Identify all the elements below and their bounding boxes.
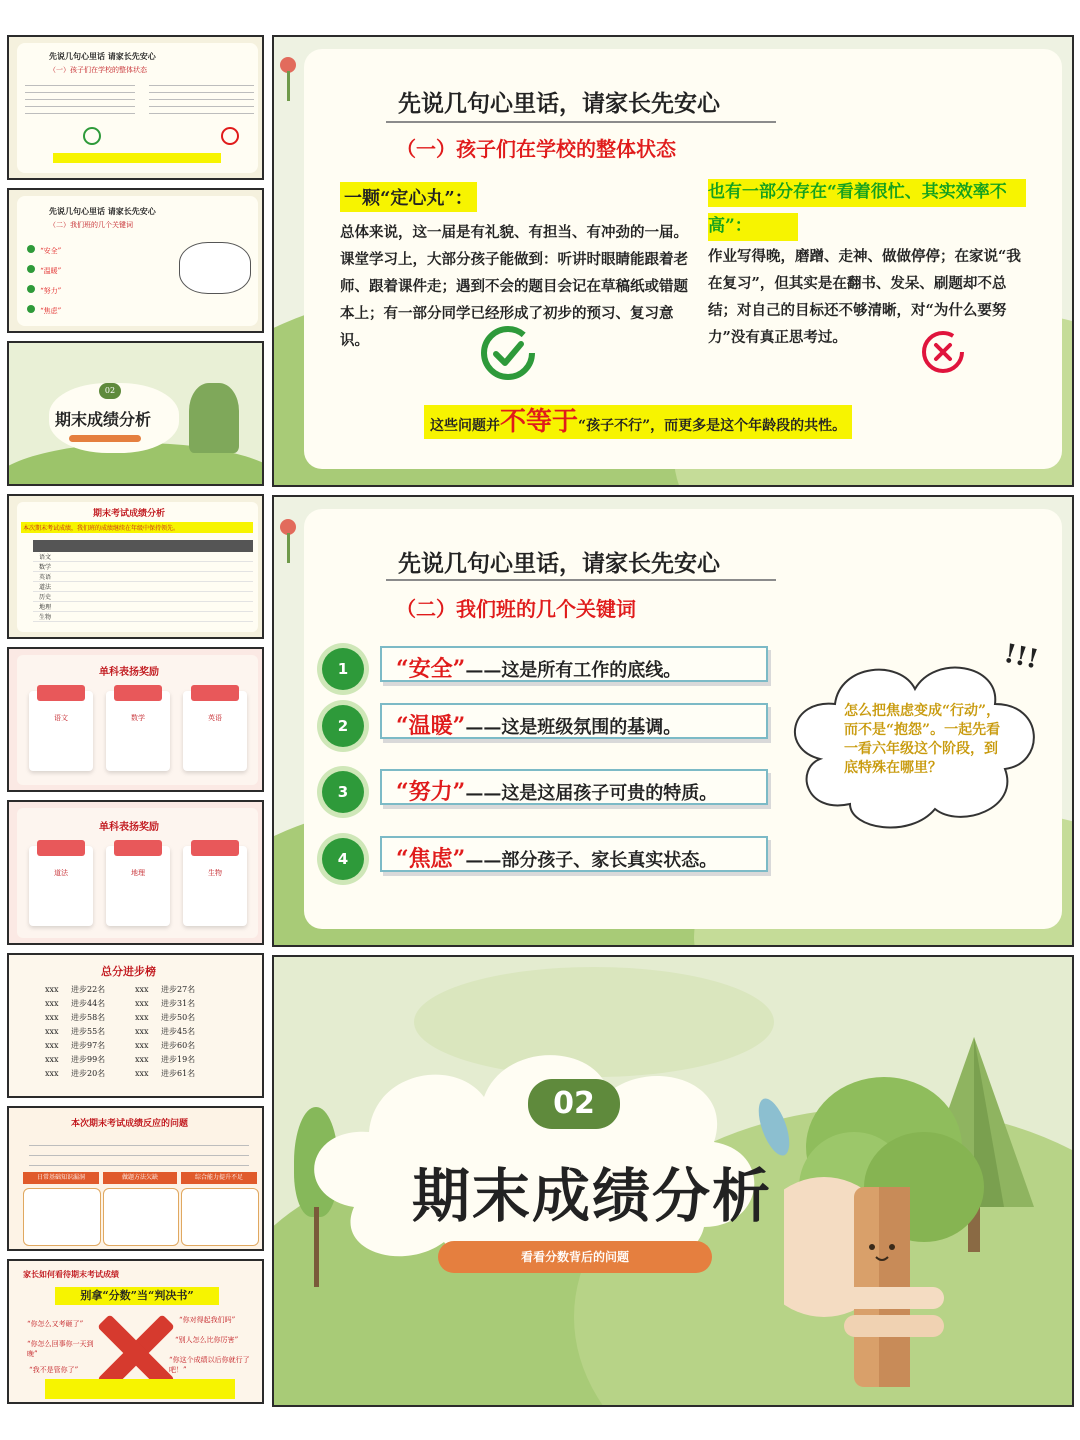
progress-cell: 进步55名 — [71, 1027, 106, 1036]
progress-row — [45, 1011, 225, 1025]
progress-row — [45, 997, 225, 1011]
subject-cell: 地理 — [39, 604, 52, 611]
progress-cell: 进步97名 — [71, 1041, 106, 1050]
thumb-keyword: “温暖” — [27, 258, 61, 278]
award-card — [106, 691, 170, 771]
footer-pre: 这些问题并 — [430, 418, 500, 434]
thumb-title: 先说几句心里话 请家长先安心 — [49, 206, 156, 216]
keyword-desc: ——部分孩子、家长真实状态。 — [465, 850, 718, 871]
thumb-table-body — [33, 552, 253, 626]
progress-cell: xxx — [45, 1027, 59, 1036]
thumb-title: 先说几句心里话 请家长先安心 — [49, 51, 156, 61]
progress-cell: xxx — [45, 1055, 59, 1064]
keyword-desc: ——这是班级氛围的基调。 — [465, 717, 682, 738]
thumb-cloud — [179, 242, 251, 294]
thumb-number-badge: 02 — [99, 383, 121, 399]
slide-1[interactable] — [272, 35, 1074, 487]
slide-subtitle: （二）我们班的几个关键词 — [396, 597, 636, 621]
tree-icon — [189, 383, 239, 453]
keyword-number: 3 — [322, 771, 364, 813]
keyword-desc: ——这是这届孩子可贵的特质。 — [465, 783, 718, 804]
progress-cell: 进步20名 — [71, 1069, 106, 1078]
subject-cell: 英语 — [39, 574, 52, 581]
thumb-title: 期末考试成绩分析 — [93, 509, 166, 519]
progress-cell: 进步22名 — [71, 985, 106, 994]
progress-cell: 进步31名 — [161, 999, 196, 1008]
cross-circle-icon — [920, 329, 966, 375]
progress-cell: xxx — [45, 1041, 59, 1050]
problem-box — [103, 1188, 179, 1246]
keyword-desc: ——这是所有工作的底线。 — [465, 660, 682, 681]
thumb-keyword: “努力” — [27, 278, 61, 298]
left-heading: 一颗“定心丸”： — [340, 182, 477, 212]
thumb-subject-column — [39, 553, 51, 623]
thumb-subtitle: （二）我们班的几个关键词 — [49, 221, 133, 229]
ribbon — [191, 685, 239, 701]
problem-tag: 做题方法欠缺 — [103, 1172, 177, 1184]
keyword-box — [380, 836, 768, 872]
award-card — [29, 846, 93, 926]
slide-title: 期末成绩分析 — [412, 1162, 773, 1230]
thumbnail-slide-6[interactable] — [7, 800, 264, 945]
keyword-number: 4 — [322, 838, 364, 880]
progress-row — [45, 1067, 225, 1081]
award-subject: 语文 — [54, 714, 68, 722]
exclamation-icon: !!! — [1001, 638, 1041, 676]
slide-3[interactable] — [272, 955, 1074, 1407]
progress-cell: 进步99名 — [71, 1055, 106, 1064]
title-underline — [386, 121, 776, 123]
award-subject: 地理 — [131, 869, 145, 877]
hugging-tree-icon — [784, 1057, 1004, 1391]
subject-cell: 道法 — [39, 584, 52, 591]
thumbnail-slide-1[interactable] — [7, 35, 264, 180]
subject-cell: 语文 — [39, 554, 52, 561]
thumbnail-slide-5[interactable] — [7, 647, 264, 792]
progress-cell: xxx — [45, 985, 59, 994]
footer-post: “孩子不行”，而更多是这个年龄段的共性。 — [578, 418, 847, 434]
quote: “我不是管你了” — [29, 1366, 79, 1374]
progress-cell: xxx — [135, 1055, 149, 1064]
thumb-keyword: “安全” — [27, 238, 61, 258]
title-underline — [386, 579, 776, 581]
thumb-table-header — [33, 540, 253, 552]
ribbon — [114, 840, 162, 856]
award-subject: 道法 — [54, 869, 68, 877]
award-subject: 生物 — [208, 869, 222, 877]
progress-cell: xxx — [135, 985, 149, 994]
thumb-title: 期末成绩分析 — [55, 410, 152, 429]
keyword-word: “安全” — [396, 656, 466, 682]
thumb-footer — [45, 1379, 235, 1399]
right-heading: 也有一部分存在“看着很忙、其实效率不高”： — [708, 175, 1026, 243]
cloud-text: 怎么把焦虑变成“行动”，而不是“抱怨”。一起先看一看六年级这个阶段，到底特殊在哪里？ — [844, 703, 1001, 776]
award-card — [183, 691, 247, 771]
subject-cell: 数学 — [39, 564, 52, 571]
right-body: 作业写得晚，磨蹭、走神、做做停停；在家说“我在复习”，但其实是在翻书、发呆、刷题却不总结；对自己的目标还不够清晰，对“为什么要努力”没有真正思考过。 — [708, 248, 1021, 346]
progress-row — [45, 1025, 225, 1039]
progress-cell: xxx — [135, 1069, 149, 1078]
progress-cell: 进步19名 — [161, 1055, 196, 1064]
subtitle-pill: 看看分数背后的问题 — [438, 1241, 712, 1273]
award-subject: 数学 — [131, 714, 145, 722]
progress-cell: xxx — [45, 999, 59, 1008]
progress-row — [45, 1053, 225, 1067]
keyword-word: “努力” — [396, 779, 466, 805]
slide-title: 先说几句心里话，请家长先安心 — [398, 90, 720, 117]
problem-tag: 综合能力提升不足 — [181, 1172, 257, 1184]
check-circle-icon — [480, 325, 536, 381]
quote: “你怎么回事你一天到晚” — [27, 1340, 94, 1358]
problem-tag: 日常基础知识漏洞 — [23, 1172, 99, 1184]
thumb-banner: 别拿“分数”当“判决书” — [55, 1287, 219, 1305]
thumb-subtitle: （一）孩子们在学校的整体状态 — [49, 66, 147, 74]
thumbnail-slide-8[interactable] — [7, 1106, 264, 1251]
problem-box — [181, 1188, 259, 1246]
thumb-title: 单科表扬奖励 — [99, 667, 159, 678]
keyword-box — [380, 769, 768, 805]
thumbnail-slide-4[interactable] — [7, 494, 264, 639]
footer-highlight — [424, 405, 852, 439]
number-badge: 02 — [528, 1079, 620, 1129]
progress-cell: xxx — [45, 1013, 59, 1022]
ribbon — [37, 840, 85, 856]
progress-cell: xxx — [135, 1013, 149, 1022]
keyword-word: “温暖” — [396, 713, 466, 739]
progress-row — [45, 983, 225, 997]
quote: “你怎么又考砸了” — [27, 1320, 84, 1328]
check-circle-icon — [83, 127, 101, 145]
thumb-title: 总分进步榜 — [101, 965, 156, 978]
thumb-footer — [53, 153, 221, 163]
left-body: 总体来说，这一届是有礼貌、有担当、有冲劲的一届。课堂学习上，大部分孩子能做到：听讲时眼睛能跟着老师、跟着课件走；遇到不会的题目会记在草稿纸或错题本上；有一部分同学已经形成了初步的预习、复习意识。 — [340, 224, 688, 349]
keyword-number: 2 — [322, 705, 364, 747]
keyword-word: “焦虑” — [396, 846, 466, 872]
award-subject: 英语 — [208, 714, 222, 722]
progress-cell: 进步60名 — [161, 1041, 196, 1050]
keyword-box — [380, 703, 768, 739]
thumb-text-lines — [29, 1136, 249, 1166]
progress-cell: 进步45名 — [161, 1027, 196, 1036]
slide-subtitle: （一）孩子们在学校的整体状态 — [396, 137, 676, 161]
keyword-number: 1 — [322, 648, 364, 690]
progress-cell: 进步50名 — [161, 1013, 196, 1022]
progress-cell: 进步27名 — [161, 985, 196, 994]
thumb-note: 本次期末考试成绩，我们班的成绩继续在年级中保持领先。 — [21, 522, 253, 533]
award-card — [106, 846, 170, 926]
progress-cell: 进步61名 — [161, 1069, 196, 1078]
thumbnail-slide-3[interactable] — [7, 341, 264, 486]
thumb-keyword: “焦虑” — [27, 298, 61, 318]
progress-cell: xxx — [45, 1069, 59, 1078]
thumb-title: 家长如何看待期末考试成绩 — [23, 1269, 119, 1279]
award-card — [183, 846, 247, 926]
thumbnail-slide-7[interactable] — [7, 953, 264, 1098]
quote: “你对得起我们吗” — [179, 1316, 236, 1324]
progress-cell: xxx — [135, 999, 149, 1008]
award-card — [29, 691, 93, 771]
progress-table — [45, 983, 225, 1081]
ribbon — [191, 840, 239, 856]
thumb-keyword-list — [27, 238, 61, 318]
thumbnail-slide-2[interactable] — [7, 188, 264, 333]
thumb-left-text — [25, 79, 135, 119]
quote: “别人怎么比你厉害” — [175, 1336, 239, 1344]
cross-circle-icon — [221, 127, 239, 145]
quote: “你这个成绩以后你就行了吧！” — [169, 1356, 250, 1374]
footer-emphasis: 不等于 — [500, 407, 579, 437]
keyword-box — [380, 646, 768, 682]
thumbnail-slide-9[interactable] — [7, 1259, 264, 1404]
progress-cell: 进步44名 — [71, 999, 106, 1008]
thumb-title: 单科表扬奖励 — [99, 822, 159, 833]
subject-cell: 生物 — [39, 614, 52, 621]
slide-2[interactable] — [272, 495, 1074, 947]
progress-cell: xxx — [135, 1027, 149, 1036]
thumb-subtitle-bar — [69, 435, 141, 442]
progress-row — [45, 1039, 225, 1053]
thumb-title: 本次期末考试成绩反应的问题 — [71, 1119, 189, 1129]
problem-box — [23, 1188, 101, 1246]
thumb-right-text — [149, 79, 254, 119]
progress-cell: 进步58名 — [71, 1013, 106, 1022]
ribbon — [114, 685, 162, 701]
progress-cell: xxx — [135, 1041, 149, 1050]
subject-cell: 历史 — [39, 594, 52, 601]
ribbon — [37, 685, 85, 701]
slide-title: 先说几句心里话，请家长先安心 — [398, 550, 720, 577]
